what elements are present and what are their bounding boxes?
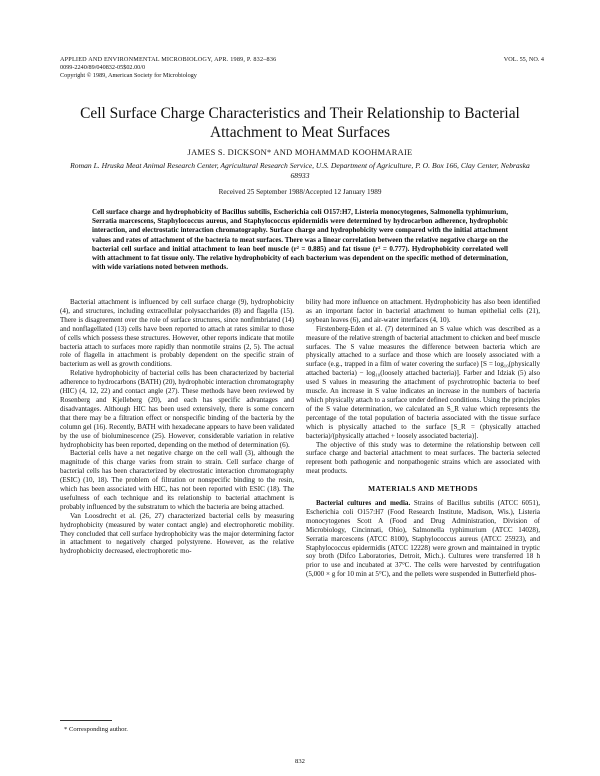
journal-citation: APPLIED AND ENVIRONMENTAL MICROBIOLOGY, APR. 1989, P. 832–836 — [60, 56, 277, 63]
run-in-heading: Bacterial cultures and media. — [316, 499, 411, 508]
footnote: * Corresponding author. — [64, 726, 128, 733]
section-heading: MATERIALS AND METHODS — [368, 484, 478, 494]
paragraph: Bacterial attachment is influenced by cell surface charge (9), hydrophobicity (4), and structures, including extracellular polysaccharides (8) and flagella (15). There is disagreement over the role of surface structures, since nonfimbriated (14) and nonflagellated (13) cells have been reported to attach at rates similar to those of cells which possess these structures. However, other reports indicate that motile bacteria attach to surfaces more rapidly than nonmotile strains (2, 5). The actual role of flagella in attachment is probably dependent on the specific strain of bacterium as well as growth conditions. — [60, 298, 294, 369]
author-list: JAMES S. DICKSON* AND MOHAMMAD KOOHMARAIE — [187, 148, 413, 157]
body-column-left — [60, 298, 294, 556]
journal-header — [60, 56, 380, 80]
issn-line: 0099-2240/89/040832-05$02.00/0 — [60, 64, 146, 71]
paragraph: Relative hydrophobicity of bacterial cells has been characterized by bacterial adherence to hydrocarbons (BATH) (20), hydrophobic interaction chromatography (HIC) (4, 12, 22) and contact angle (27). These methods have been reviewed by Rosenberg and Kjelleberg (20), and each has specific advantages and disadvantages. Although HIC has been used extensively, there is some concern that there may be a filtration effect or nonspecific binding of the bacteria by the column gel (16). Recently, BATH with hexadecane appears to have been validated by the use of bioluminescence (25). However, considerable variation in relative hydrophobicity has been reported, depending on the method of determination (6). — [60, 369, 294, 449]
paragraph: The objective of this study was to determine the relationship between cell surface charge and bacterial attachment to meat surfaces. The bacteria selected represent both pathogenic and nonpathogenic strains which are associated with meat products. — [306, 440, 540, 476]
paragraph: Bacterial cells have a net negative charge on the cell wall (3), although the magnitude of this charge varies from strain to strain. Cell surface charge of bacterial cells has been characterized by electrostatic interaction chromatography (ESIC) (10, 18). The problem of filtration or nonspecific binding to the resin, which has been associated with HIC, has not been reported with ESIC (18). The usefulness of each technique and its relationship to bacterial attachment is probably influenced by the substratum to which the bacteria are being attached. — [60, 449, 294, 511]
volume-label: VOL. 55, NO. 4 — [503, 56, 544, 63]
affiliation: Roman L. Hruska Meat Animal Research Center, Agricultural Research Service, U.S. Department of Agriculture, P. O. Box 166, Clay Center, Nebraska 68933 — [70, 161, 530, 180]
received-dates: Received 25 September 1988/Accepted 12 January 1989 — [218, 188, 382, 196]
paragraph: bility had more influence on attachment. Hydrophobicity has also been identified as an important factor in bacterial attachment to human epithelial cells (21), soybean leaves (6), and air-water interfaces (4, 10). — [306, 298, 540, 324]
paragraph — [306, 499, 540, 579]
paragraph: Van Loosdrecht et al. (26, 27) characterized bacterial cells by measuring hydrophobicity (measured by water contact angle) and electrophoretic mobility. They concluded that cell surface hydrophobicity was the major determining factor in attachment to negatively charged polystyrene. However, as the relative hydrophobicity decreased, electrophoretic mo- — [60, 511, 294, 556]
footnote-divider — [60, 720, 112, 721]
article-title: Cell Surface Charge Characteristics and Their Relationship to Bacterial Attachment to Meat Surfaces — [80, 105, 520, 141]
page-number: 832 — [295, 758, 305, 765]
abstract: Cell surface charge and hydrophobicity of Bacillus subtilis, Escherichia coli O157:H7, Listeria monocytogenes, Salmonella typhimurium, Serratia marcescens, Staphylococcus aureus, and Staphylococcus epidermidis were determined by hydrocarbon adherence, hydrophobic interaction, and electrostatic interaction chromatography. Surface charge and hydrophobicity were compared with the initial attachment values and rates of attachment of the bacteria to meat surfaces. There was a linear correlation between the relative negative charge on the bacterial cell surface and initial attachment to lean beef muscle (r² = 0.885) and fat tissue (r² = 0.777). Hydrophobicity correlated well with attachment to fat tissue only. The relative hydrophobicity of each bacterium was dependent on the specific method of determination, with wide variations noted between methods. — [92, 208, 508, 272]
copyright-line: Copyright © 1989, American Society for Microbiology — [60, 72, 197, 79]
paragraph: Firstenberg-Eden et al. (7) determined an S value which was described as a measure of the relative strength of bacterial attachment to chicken and beef muscle surfaces. The S value measures the difference between bacteria which are physically attached to a surface and those which are loosely associated with a surface (e.g., trapped in a film of water covering the surface) [S = log₁₀(physically attached bacteria) − log₁₀(loosely attached bacteria)]. Farber and Idziak (5) also used S values in measuring the attachment of psychrotrophic bacteria to beef muscle. An increase in S value indicates an increase in the numbers of bacteria which physically attach to a surface under defined conditions. Using the principles of the S value determination, we calculated an S_R value which represents the percentage of the total population of bacteria associated with the tissue surface which is physically attached to the surface [S_R = (physically attached bacteria)/(physically attached + loosely associated bacteria)]. — [306, 324, 540, 440]
body-column-right — [306, 298, 540, 579]
paragraph-text: Strains of Bacillus subtilis (ATCC 6051), Escherichia coli O157:H7 (Food Research Institute, Madison, Wis.), Listeria monocytogenes Scott A (Food and Drug Administration, Division of Microbiology, Cincinnati, Ohio), Salmonella typhimurium (ATCC 14028), Serratia marcescens (ATCC 8100), Staphylococcus aureus (ATCC 25923), and Staphylococcus epidermidis (ATCC 12228) were grown and maintained in tryptic soy broth (Difco Laboratories, Detroit, Mich.). Cultures were transferred 18 h prior to use and incubated at 37°C. The cells were harvested by centrifugation (5,000 × g for 10 min at 5°C), and the pellets were suspended in Butterfield phos- — [306, 499, 540, 579]
